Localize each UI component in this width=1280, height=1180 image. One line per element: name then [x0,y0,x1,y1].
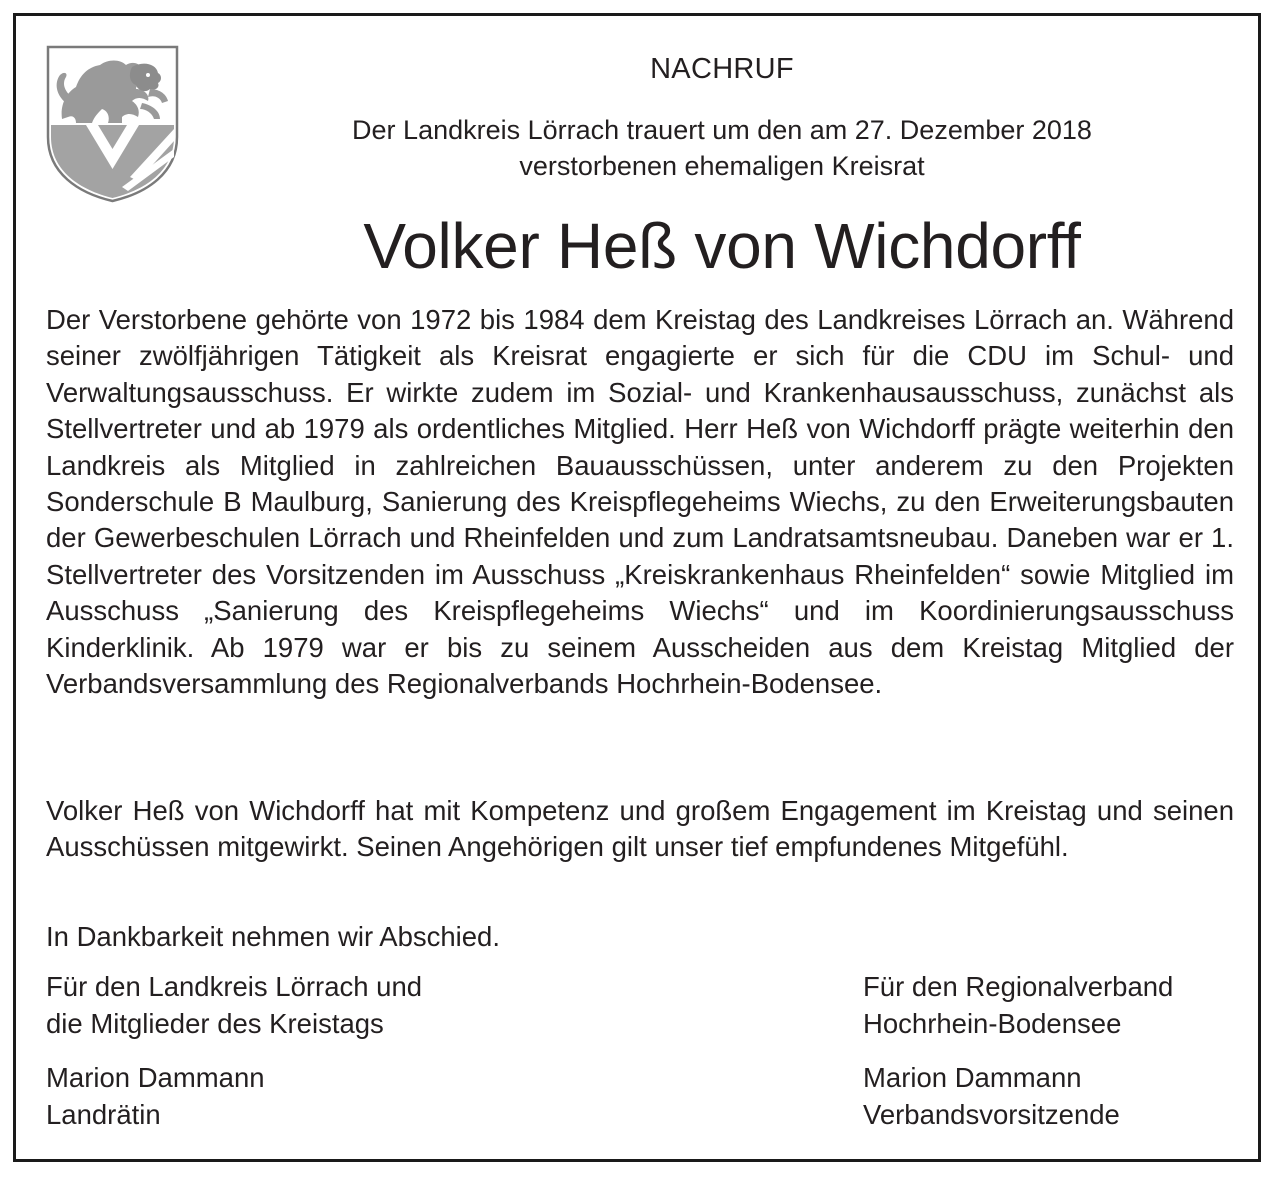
notice-intro-line: verstorbenen ehemaligen Kreisrat [519,151,925,181]
signature-left-organization [46,969,422,1042]
signatory-role: Verbandsvorsitzende [863,1098,1120,1130]
signature-right-organization [863,969,1173,1042]
signature-line: die Mitglieder des Kreistags [46,1007,384,1039]
closing-line: In Dankbarkeit nehmen wir Abschied. [46,921,500,952]
notice-intro-line: Der Landkreis Lörrach trauert um den am 27. Dezember 2018 [352,115,1092,145]
signature-line: Für den Regionalverband [863,971,1174,1002]
notice-intro [200,112,1244,184]
signature-left-person [46,1060,265,1133]
notice-kicker: NACHRUF [650,53,794,85]
signatory-name: Marion Dammann [863,1062,1082,1093]
signatory-name: Marion Dammann [46,1062,265,1093]
deceased-name: Volker Heß von Wichdorff [363,210,1081,282]
coat-of-arms-icon [46,45,179,203]
signature-right-person [863,1060,1120,1133]
signatory-role: Landrätin [46,1098,161,1130]
condolence-paragraph: Volker Heß von Wichdorff hat mit Kompetenz und großem Engagement im Kreistag und seinen Ausschüssen mitgewirkt. Seinen Angehörigen gilt unser tief empfundenes Mitgefühl. [46,795,1234,863]
biography-paragraph: Der Verstorbene gehörte von 1972 bis 1984 dem Kreistag des Landkreises Lörrach an. Während seiner zwölfjährigen Tätigkeit als Kreisrat engagierte er sich für die CDU im Schul- und Verwaltungsausschuss. Er wirkte zudem im Sozial- und Krankenhausausschuss, zunächst als Stellvertreter und ab 1979 als ordentliches Mitglied. Herr Heß von Wichdorff prägte weiterhin den Landkreis als Mitglied in zahlreichen Bauausschüssen, unter anderem zu den Projekten Sonderschule B Maulburg, Sanierung des Kreispflegeheims Wiechs, zu den Erweiterungsbauten der Gewerbeschulen Lörrach und Rheinfelden und zum Landratsamtsneubau. Daneben war er 1. Stellvertreter des Vorsitzenden im Ausschuss „Kreiskrankenhaus Rheinfelden“ sowie Mitglied im Ausschuss „Sanierung des Kreispflegeheims Wiechs“ und im Koordinierungsausschuss Kinderklinik. Ab 1979 war er bis zu seinem Ausscheiden aus dem Kreistag Mitglied der Verbandsversammlung des Regionalverbands Hochrhein-Bodensee. [46,304,1234,700]
signature-line: Hochrhein-Bodensee [863,1007,1122,1039]
signature-line: Für den Landkreis Lörrach und [46,971,423,1002]
